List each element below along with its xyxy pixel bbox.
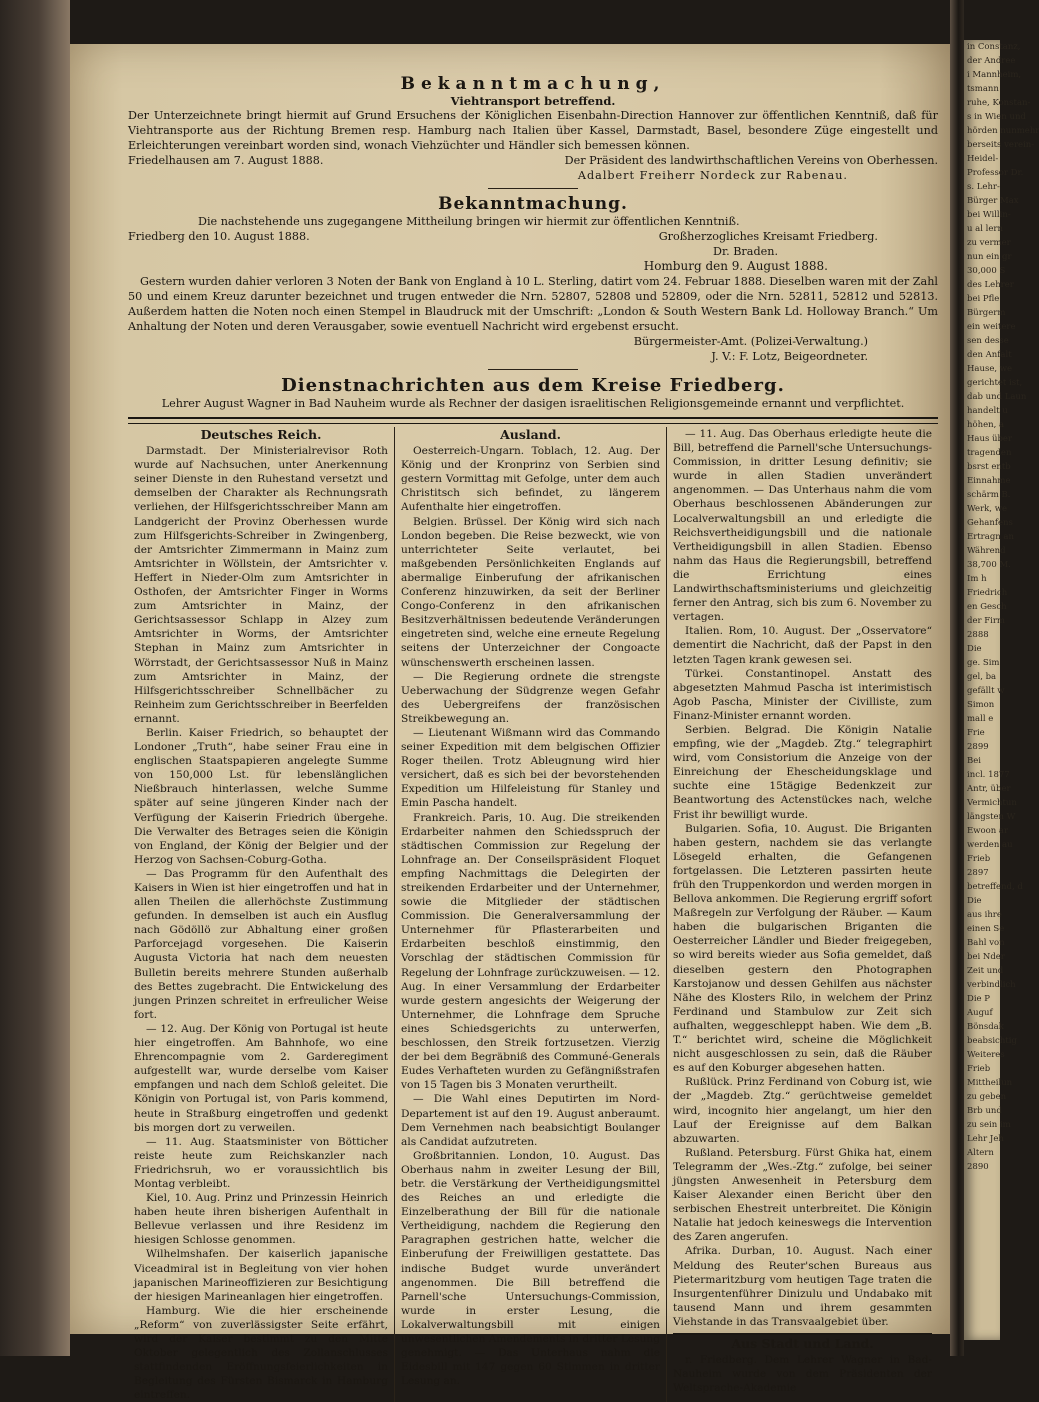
adjacent-page-line: zu geben: [967, 1092, 1007, 1102]
adjacent-page-line: Bönsdak: [967, 1022, 1004, 1032]
column1-heading: Deutsches Reich.: [200, 427, 322, 442]
newspaper-page: [70, 44, 950, 1402]
news-paragraph: Hamburg. Wie die hier erscheinende „Reform“ von zuverlässigster Seite erfährt, wird der Kaiser bestimmt zu den Mitte Oktober gelegentlich des Zollanschlusses stattfindenden Eröffnungsfeierlichkeiten in Begleitung des Fürsten Bismarck in Hamburg eintreffen.: [134, 1304, 388, 1402]
adjacent-page-line: den Anfalt: [967, 350, 1012, 360]
news-paragraph: — 11. Aug. Staatsminister von Bötticher reiste heute zum Reichskanzler nach Friedrichsruh, wo er voraussichtlich bis Montag verbleibt.: [134, 1135, 388, 1190]
adjacent-page-line: Frie: [967, 728, 985, 738]
notice2-place-date: Friedberg den 10. August 1888.: [128, 230, 310, 243]
notice2-authority-name: Dr. Braden.: [713, 245, 778, 258]
news-paragraph: Großbritannien. London, 10. August. Das Oberhaus nahm in zweiter Lesung der Bill, betr. die Verstärkung der Vertheidigungsmittel des Reiches an und erledigte die Einzelberathung der Bill für die nationale Vertheidigung, nachdem die Regierung den Paragraphen gestrichen hatte, welcher die Einberufung der Freiwilligen gestattete. Das indische Budget wurde unverändert angenommen. Die Bill betreffend die Parnell'sche Untersuchungs-Commission, wurde in erster Lesung, die Lokalverwaltungsbill mit einigen unwesentlichen Amendements in dritter Lesung genehmigt. — Das Unterhaus nahm die Eidesbill mit 147 gegen 60 Stimmen in dritter Lesung an.: [401, 1149, 660, 1388]
adjacent-page-line: Zeit und: [967, 966, 1004, 976]
divider: [488, 188, 578, 189]
adjacent-page-line: ruhe, Konstan-: [967, 98, 1031, 108]
adjacent-page-line: Gehanfens: [967, 518, 1013, 528]
adjacent-page-line: Friedrich: [967, 588, 1008, 598]
adjacent-page-line: der Andree: [967, 56, 1016, 66]
service-news: [128, 375, 938, 411]
adjacent-page-line: tragenden: [967, 448, 1012, 458]
notice1-signer-role: Der Präsident des landwirthschaftlichen Vereins von Oberhessen.: [564, 154, 938, 167]
local-news-paragraph: r. Friedberg. Dem Lehrer Wagner in Bad-Nauheim wurde von dem Präsidenten der Weltsprache-Akademie: [673, 1354, 932, 1395]
notice1-signer-name: Adalbert Freiherr Nordeck zur Rabenau.: [577, 169, 848, 182]
adjacent-page-line: zu vermer: [967, 238, 1011, 248]
news-paragraph: Serbien. Belgrad. Die Königin Natalie empfing, wie der „Magdeb. Ztg.“ telegraphirt wird, vom Consistorium die Anzeige von der Einreichung der Ehescheidungsklage und suchte eine 15tägige Bedenkzeit zur Beantwortung des Actenstückes nach, welche Frist ihr bewilligt wurde.: [673, 723, 932, 821]
adjacent-page-line: s in Wien und: [967, 112, 1026, 122]
notice2-quote-place-date: Homburg den 9. August 1888.: [643, 259, 828, 273]
adjacent-page-line: schärm B.: [967, 490, 1011, 500]
adjacent-page-line: Brb und: [967, 1106, 1002, 1116]
adjacent-page-line: gefällt w: [967, 686, 1005, 696]
notice2-quote-sig1: Bürgermeister-Amt. (Polizei-Verwaltung.): [633, 335, 868, 348]
adjacent-page-line: Auguf: [967, 1008, 993, 1018]
news-paragraph: Frankreich. Paris, 10. Aug. Die streikenden Erdarbeiter nahmen den Schiedsspruch der städtischen Commission zur Regelung der Lohnfrage an. Der Conseilspräsident Floquet empfing Nachmittags die Delegirten der streikenden Erdarbeiter und der Unternehmer, sowie die Mitglieder der städtischen Commission. Die Generalversammlung der Unternehmer für Pflasterarbeiten und Erdarbeiten beschloß einstimmig, den Vorschlag der städtischen Commission für Regelung der Lohnfrage zurückzuweisen. — 12. Aug. In einer Versammlung der Erdarbeiter wurde gestern angesichts der Weigerung der Unternehmer, die Lohnfrage dem Spruche eines Schiedsgerichts zu unterwerfen, beschlossen, den Streik fortzusetzen. Vierzig der bei dem Begräbniß des Communé-Generals Eudes Verhafteten wurden zu Gefängnißstrafen von 15 Tagen bis 3 Monaten verurtheilt.: [401, 811, 660, 1092]
adjacent-page-line: Heidel-: [967, 154, 999, 164]
adjacent-page-line: betreffend, d: [967, 882, 1023, 892]
news-paragraph: — 11. Aug. Das Oberhaus erledigte heute die Bill, betreffend die Parnell'sche Untersuchungs-Commission, in dritter Lesung definitiv; sie wurde in allen Stadien unverändert angenommen. — Das Unterhaus nahm die vom Oberhaus beschlossenen Abänderungen zur Localverwaltungsbill an und erledigte die Reichsvertheidigungsbill und die nationale Vertheidigungsbill in allen Stadien. Ebenso nahm das Haus die Regierungsbill, betreffend die Errichtung eines Landwirthschaftsministeriums und gleichzeitig ferner den Antrag, sich bis zum 6. November zu vertagen.: [673, 428, 932, 624]
adjacent-page-line: Bahl von: [967, 938, 1005, 948]
news-paragraph: Rußland. Petersburg. Fürst Ghika hat, einem Telegramm der „Wes.-Ztg.“ zufolge, bei seiner jüngsten Anwesenheit in Petersburg dem Kaiser Alexander einen Bericht über den serbischen Ehestreit unterbreitet. Die Königin Natalie hat jedoch keineswegs die Intervention des Zaren angerufen.: [673, 1146, 932, 1244]
adjacent-page-line: Die: [967, 896, 982, 906]
adjacent-page-line: Während: [967, 546, 1006, 556]
notice2-title: Bekanntmachung.: [438, 194, 628, 214]
column2-heading: Ausland.: [500, 427, 561, 442]
adjacent-page-line: verbindlich: [967, 980, 1016, 990]
adjacent-page-line: beabsichtig: [967, 1036, 1017, 1046]
adjacent-page-line: Im h: [967, 574, 987, 584]
adjacent-page-line: Die P: [967, 994, 990, 1004]
notice1-body: Der Unterzeichnete bringt hiermit auf Grund Ersuchens der Königlichen Eisenbahn-Direction Hannover zur öffentlichen Kenntniß, daß für Viehtransporte aus der Richtung Bremen resp. Hamburg nach Italien über Kassel, Darmstadt, Basel, besondere Züge eingestellt und Erleichterungen vereinbart worden sind, wonach Viehzüchter und Händler sich bemessen können.: [128, 109, 938, 152]
news-paragraph: Bulgarien. Sofia, 10. August. Die Briganten haben gestern, nachdem sie das verlangte Lösegeld erhalten, die Gefangenen fortgelassen. Die Letzteren passirten heute früh den Truppenkordon und werden morgen in Bellova ankommen. Die Regierung ergriff sofort Maßregeln zur Verfolgung der Räuber. — Kaum haben die bulgarischen Briganten die Oesterreicher Ländler und Bieder freigegeben, so wird bereits wieder aus Sofia gemeldet, daß dieselben gestern den Photographen Karstojanow und dessen Gehilfen aus nächster Nähe des Klosters Rilo, in welchem der Prinz Ferdinand und Stambulow zur Zeit sich aufhalten, weggeschleppt haben. Wie dem „B. T.“ berichtet wird, scheine die Möglichkeit nicht ausgeschlossen zu sein, daß die Räuber es auf den Koburger abgesehen hatten.: [673, 822, 932, 1075]
adjacent-page-line: en Gesch: [967, 602, 1007, 612]
adjacent-page-line: Professor Dr.: [967, 168, 1024, 178]
adjacent-page-line: bsrst entb: [967, 462, 1011, 472]
adjacent-page-line: des Lehrer: [967, 280, 1014, 290]
column-ausland-continued: [666, 427, 938, 1402]
adjacent-page-line: Bei: [967, 756, 981, 766]
notice2-quote-sig2: J. V.: F. Lotz, Beigeordneter.: [711, 350, 868, 363]
notice1-place-date: Friedelhausen am 7. August 1888.: [128, 154, 324, 167]
adjacent-page-line: zu sein im: [967, 1120, 1011, 1130]
notice2-intro: Die nachstehende uns zugegangene Mittheilung bringen wir hiermit zur öffentlichen Kenntniß.: [198, 215, 740, 228]
adjacent-page-line: werden au: [967, 840, 1013, 850]
adjacent-page-line: Ertragn an: [967, 532, 1014, 542]
notice1-signature-row: [128, 153, 938, 168]
service-title: Dienstnachrichten aus dem Kreise Friedberg.: [281, 375, 785, 396]
section-double-rule: [128, 417, 938, 424]
news-paragraph: Rußlück. Prinz Ferdinand von Coburg ist, wie der „Magdeb. Ztg.“ gerüchtweise gemeldet wird, incognito hier angelangt, um hier den Lauf der Ereignisse auf dem Balkan abzuwarten.: [673, 1076, 932, 1145]
book-binding-left: [0, 0, 70, 1356]
adjacent-page-line: Werk, we: [967, 504, 1007, 514]
adjacent-page-line: längsten W: [967, 812, 1016, 822]
adjacent-page-line: 2888: [967, 630, 989, 640]
news-columns: [128, 427, 938, 1402]
adjacent-page-line: bei Willin-: [967, 210, 1011, 220]
news-paragraph: — Die Wahl eines Deputirten im Nord-Departement ist auf den 19. August anberaumt. Dem Vernehmen nach beabsichtigt Boulanger als Candidat aufzutreten.: [401, 1093, 660, 1148]
news-paragraph: Belgien. Brüssel. Der König wird sich nach London begeben. Die Reise bezweckt, wie von unterrichteter Seite verlautet, bei maßgebenden Persönlichkeiten Englands auf abermalige Einberufung der afrikanischen Conferenz hinzuwirken, da seit der Berliner Congo-Conferenz in den afrikanischen Besitzverhältnissen bedeutende Veränderungen eingetreten sind, welche eine erneute Regelung seitens der Unterzeichner der Congoacte wünschenswerth erscheinen lassen.: [401, 515, 660, 669]
news-paragraph: Wilhelmshafen. Der kaiserlich japanische Viceadmiral ist in Begleitung von vier hohen japanischen Marineoffizieren zur Besichtigung der hiesigen Marineanlagen hier eingetroffen.: [134, 1248, 388, 1303]
adjacent-page-line: 2890: [967, 1162, 989, 1172]
notice2-authority: Großherzogliches Kreisamt Friedberg.: [658, 230, 878, 243]
adjacent-page-line: Ewoon ar: [967, 826, 1009, 836]
adjacent-page-line: Vermichtun: [967, 798, 1017, 808]
adjacent-page-line: 38,700 M.: [967, 560, 1011, 570]
adjacent-page-line: Antr, über: [967, 784, 1011, 794]
adjacent-page-line: sen desse: [967, 336, 1009, 346]
adjacent-page-line: s. Lehr-: [967, 182, 1000, 192]
adjacent-page-line: Weiteres: [967, 1050, 1005, 1060]
adjacent-page-line: Mittheilun: [967, 1078, 1013, 1088]
news-paragraph: Afrika. Durban, 10. August. Nach einer Meldung des Reuter'schen Bureaus aus Pietermaritzburg vom heutigen Tage traten die Insurgentenführer Dinizulu und Undabako mit tausend Mann und ihrem gesammten Viehstande in das Transvaalgebiet über.: [673, 1245, 932, 1328]
adjacent-page-line: u al lern: [967, 224, 1003, 234]
adjacent-page-line: bei Pfle: [967, 294, 1000, 304]
adjacent-page-line: Bürgerm: [967, 308, 1006, 318]
local-news-section: [673, 1333, 932, 1395]
local-news-heading: Aus Stadt und Land.: [731, 1336, 874, 1351]
news-paragraph: Kiel, 10. Aug. Prinz und Prinzessin Heinrich haben heute ihren bisherigen Aufenthalt in Bellevue verlassen und ihre Residenz im hiesigen Schlosse genommen.: [134, 1192, 388, 1247]
news-paragraph: Türkei. Constantinopel. Anstatt des abgesetzten Mahmud Pascha ist interimistisch Agob Pascha, Minister der Civilliste, zum Finanz-Minister ernannt worden.: [673, 667, 932, 722]
news-paragraph: Darmstadt. Der Ministerialrevisor Roth wurde auf Nachsuchen, unter Anerkennung seiner Dienste in den Ruhestand versetzt und demselben der Charakter als Rechnungsrath verliehen, der Hilfsgerichtsschreiber Mann am Landgericht der Provinz Oberhessen wurde zum Hilfsgerichts-Schreiber in Zwingenberg, der Amtsrichter Zimmermann in Mainz zum Amtsrichter in Wöllstein, der Amtsrichter v. Heffert in Nieder-Olm zum Amtsrichter in Osthofen, der Amtsrichter Finger in Worms zum Amtsrichter in Mainz, der Gerichtsassessor Schlapp in Alzey zum Amtsrichter in Worms, der Amtsrichter Stephan in Mainz zum Amtsrichter in Wörrstadt, der Gerichtsassessor Nuß in Mainz zum Amtsrichter in Mainz, der Hilfsgerichtsschreiber Schnellbächer zu Reinheim zum Gerichtsschreiber in Beerfelden ernannt.: [134, 445, 388, 725]
adjacent-page-line: i Mannheim,: [967, 70, 1022, 80]
adjacent-page-line: 30,000 S: [967, 266, 1006, 276]
adjacent-page-line: bei Nder: [967, 952, 1005, 962]
adjacent-page-line: 2899: [967, 742, 989, 752]
news-paragraph: Berlin. Kaiser Friedrich, so behauptet der Londoner „Truth“, habe seiner Frau eine in englischen Staatspapieren angelegte Summe von 150,000 Lst. für lebenslänglichen Nießbrauch hinterlassen, welche Summe später auf seine jüngeren Kinder nach der Verfügung der Kaiserin Friedrich übergehe. Die Verwalter des Betrages seien die Königin von England, der König der Belgier und der Herzog von Sachsen-Coburg-Gotha.: [134, 726, 388, 866]
adjacent-page-line: Bürger Max: [967, 196, 1019, 206]
adjacent-page-line: höhen, a: [967, 420, 1005, 430]
adjacent-page-line: hörden nunmehr: [967, 126, 1039, 136]
adjacent-page-line: Haus über: [967, 434, 1013, 444]
divider: [488, 369, 578, 370]
news-paragraph: — Das Programm für den Aufenthalt des Kaisers in Wien ist hier eingetroffen und hat in allen Theilen die allerhöchste Zustimmung gefunden. In demselben ist auch ein Ausflug nach Gödöllö zur Abhaltung einer großen Parforcejagd vorgesehen. Die Kaiserin Augusta Victoria hat nach dem neuesten Bulletin bereits mehrere Stunden außerhalb des Bettes zugebracht. Die Entwickelung des jungen Prinzen schreitet in erfreulicher Weise fort.: [134, 867, 388, 1021]
adjacent-page-line: nun ein gr: [967, 252, 1012, 262]
notice2-quote-body: Gestern wurden dahier verloren 3 Noten der Bank von England à 10 L. Sterling, datirt vom 24. Februar 1888. Dieselben waren mit der Zahl 50 und einem Kreuz darunter bezeichnet und trugen entweder die Nrn. 52807, 52808 und 52809, oder die Nrn. 52811, 52812 und 52813. Außerdem hatten die Noten noch einen Stempel in Blaudruck mit der Umschrift: „London & South Western Bank Ld. Holloway Branch.“ Um Anhaltung der Noten und deren Verausgaber, sowie eventuell Nachricht wird ergebenst ersucht.: [128, 275, 939, 333]
adjacent-page-line: mall e: [967, 714, 994, 724]
adjacent-page-line: einen Se: [967, 924, 1005, 934]
adjacent-page-line: Simon: [967, 700, 995, 710]
adjacent-page-line: incl. 1877: [967, 770, 1010, 780]
adjacent-page-line: Hause, we: [967, 364, 1013, 374]
news-paragraph: — 12. Aug. Der König von Portugal ist heute hier eingetroffen. Am Bahnhofe, wo eine Ehrencompagnie vom 2. Garderegiment aufgestellt war, wurde derselbe vom Kaiser empfangen und nach dem Schloß geleitet. Die Königin von Portugal ist, von Paris kommend, heute in Straßburg eingetroffen und gedenkt bis morgen dort zu verweilen.: [134, 1022, 388, 1134]
adjacent-page-line: aus ihre: [967, 910, 1002, 920]
adjacent-page-line: berseits verein-: [967, 140, 1035, 150]
adjacent-page-line: Die: [967, 644, 982, 654]
adjacent-page-line: Einnahme: [967, 476, 1011, 486]
adjacent-page-line: Frieb: [967, 1064, 991, 1074]
adjacent-page-edge: [964, 40, 1039, 1340]
news-paragraph: — Die Regierung ordnete die strengste Ueberwachung der Südgrenze wegen Gefahr des Uebergreifens der französischen Streikbewegung an.: [401, 670, 660, 725]
adjacent-page-line: in Constanz,: [967, 42, 1021, 52]
adjacent-page-line: tsmann: [967, 84, 999, 94]
notice1-subtitle: Viehtransport betreffend.: [450, 94, 616, 108]
adjacent-page-line: der Firm: [967, 616, 1005, 626]
adjacent-page-line: ein weitere: [967, 322, 1016, 332]
adjacent-page-line: Altern: [967, 1148, 994, 1158]
notice-viehtransport: [128, 74, 938, 189]
adjacent-page-line: dab und Laun: [967, 392, 1027, 402]
adjacent-page-text: [964, 40, 1039, 1174]
column-ausland: [394, 427, 666, 1402]
news-paragraph: Italien. Rom, 10. August. Der „Osservatore“ dementirt die Nachricht, daß der Papst in den letzten Tagen krank gewesen sei.: [673, 625, 932, 666]
notice1-title: Bekanntmachung,: [400, 74, 666, 94]
notice2-signature-row: [128, 229, 938, 244]
adjacent-page-line: ge. Sim: [967, 658, 1000, 668]
column-deutsches-reich: [128, 427, 394, 1402]
adjacent-page-line: handelt u: [967, 406, 1008, 416]
news-paragraph: Oesterreich-Ungarn. Toblach, 12. Aug. Der König und der Kronprinz von Serbien sind gestern Vormittag mit Gefolge, unter dem auch Christitsch sich befindet, zu längerem Aufenthalte hier eingetroffen.: [401, 445, 660, 514]
news-paragraph: — Lieutenant Wißmann wird das Commando seiner Expedition mit dem belgischen Offizier Roger theilen. Trotz Ableugnung wird hier versichert, daß es sich bei der bevorstehenden Expedition um Hilfeleistung für Stanley und Emin Pascha handelt.: [401, 726, 660, 810]
adjacent-page-line: Frieb: [967, 854, 991, 864]
book-gutter: [950, 0, 964, 1356]
notice-lost-banknotes: [128, 194, 938, 370]
service-body: Lehrer August Wagner in Bad Nauheim wurde als Rechner der dasigen israelitischen Religionsgemeinde ernannt und verpflichtet.: [161, 397, 905, 410]
adjacent-page-line: gel, ba: [967, 672, 997, 682]
adjacent-page-line: Lehr Jeh: [967, 1134, 1004, 1144]
adjacent-page-line: 2897: [967, 868, 989, 878]
page-content: [128, 74, 938, 1402]
adjacent-page-line: gerichtet ist,: [967, 378, 1023, 388]
